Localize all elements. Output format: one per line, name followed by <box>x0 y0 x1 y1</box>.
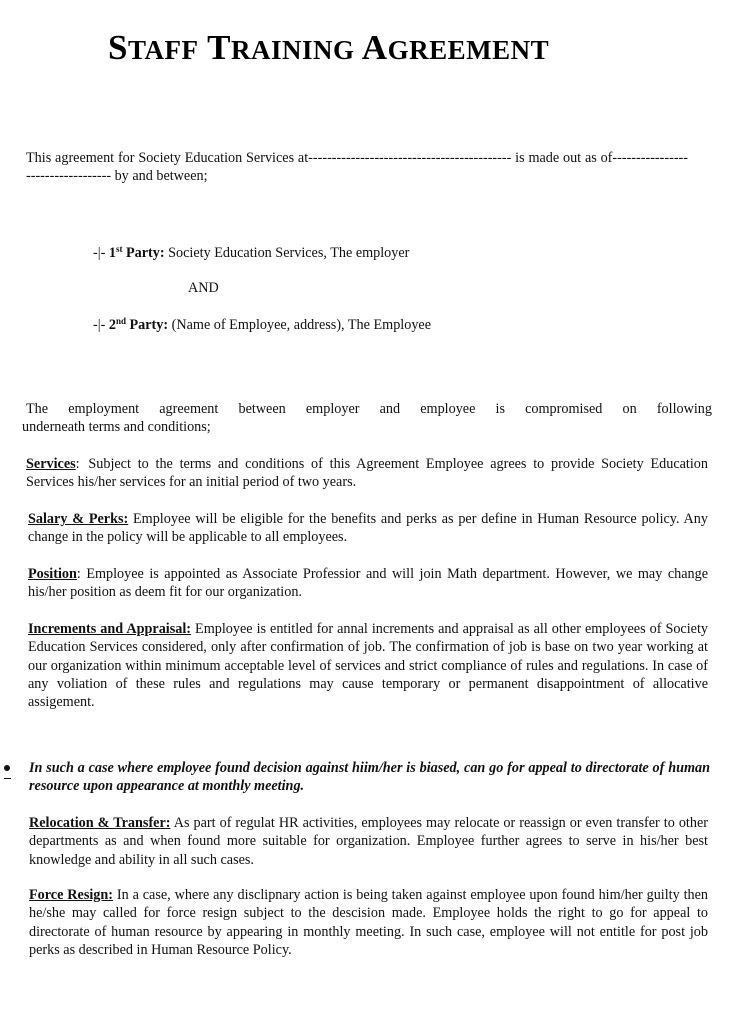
party-prefix: -|- <box>93 317 109 333</box>
lead-line-1: The employment agreement between employer and employee is compromised on following <box>26 401 712 417</box>
second-party-value: (Name of Employee, address), The Employee <box>168 317 432 333</box>
clause-text: Employee is entitled for annal increments and appraisal as all other employees of Society Education Services considered, only after confirmation of job. The confirmation of job is base on two year working at our organization within minimum acceptable level of services and strict compliance of rules and regulations. In case of any voliation of these rules and regulations may cause temporary or permanent disappointment of allocative assigement. <box>28 621 709 711</box>
appeal-bullet-text: In such a case where employee found decision against hiim/her is biased, can go for appeal to directorate of human resource upon appearance at monthly meeting. <box>29 760 710 795</box>
clause-position: Position: Employee is appointed as Associate Professior and will join Math department. However, we may change his/her position as deem fit for our organization. <box>28 566 708 601</box>
and-conjunction: AND <box>188 280 219 296</box>
clause-label: Force Resign: <box>29 887 113 903</box>
clause-label: Increments and Appraisal: <box>28 621 192 637</box>
intro-paragraph: This agreement for Society Education Services at------------------------------------------- is made out as of---------------------------------- by and between; <box>26 150 688 185</box>
bullet-icon <box>4 759 14 779</box>
second-party-line <box>93 316 431 334</box>
lead-line-2: underneath terms and conditions; <box>22 419 211 436</box>
clause-relocation-transfer <box>29 814 708 869</box>
title-initial: S <box>108 28 128 67</box>
title-smallcaps: RAINING <box>230 35 355 65</box>
title-initial: A <box>361 28 388 67</box>
clause-salary-perks <box>28 510 708 547</box>
clause-label: Salary & Perks: <box>28 511 129 527</box>
title-smallcaps: GREEMENT <box>387 35 550 65</box>
title-initial: T <box>207 28 231 67</box>
clause-text: Employee is appointed as Associate Professior and will join Math department. However, we may change his/her position as deem fit for our organization. <box>28 566 708 601</box>
clause-label: Relocation & Transfer: <box>29 815 171 831</box>
clause-label: Services <box>26 456 76 472</box>
second-party-label: 2nd Party: <box>108 316 169 333</box>
first-party-line <box>93 244 409 262</box>
clause-text: As part of regulat HR activities, employees may relocate or reassign or even transfer to other departments as and when found more suitable for organization. Employee further agrees to serve in his/her best knowledge and ability in all such cases. <box>29 815 708 868</box>
clause-label: Position <box>28 566 77 582</box>
page-title <box>108 26 608 72</box>
first-party-value: Society Education Services, The employer <box>164 245 410 261</box>
clause-services: Services: Subject to the terms and conditions of this Agreement Employee agrees to provide Society Education Services his/her services for an initial period of two years. <box>26 456 708 491</box>
clause-text: Employee will be eligible for the benefits and perks as per define in Human Resource policy. Any change in the policy will be applicable to all employees. <box>28 511 708 546</box>
party-prefix: -|- <box>93 245 109 261</box>
clause-text: Subject to the terms and conditions of this Agreement Employee agrees to provide Society Education Services his/her services for an initial period of two years. <box>26 456 708 491</box>
title-smallcaps: TAFF <box>127 35 199 65</box>
terms-lead-paragraph <box>22 400 712 437</box>
clause-text: In a case, where any disclipnary action is being taken against employee upon found him/her guilty then he/she may called for force resign subject to the descision made. Employee holds the right to go for appeal to directorate of human resource by appearing in monthly meeting. In such case, employee will not entitle for post job perks as described in Human Resource Policy. <box>29 887 709 958</box>
first-party-label: 1st Party: <box>108 244 165 261</box>
clause-force-resign <box>29 886 708 959</box>
clause-increments-appraisal <box>28 620 708 711</box>
